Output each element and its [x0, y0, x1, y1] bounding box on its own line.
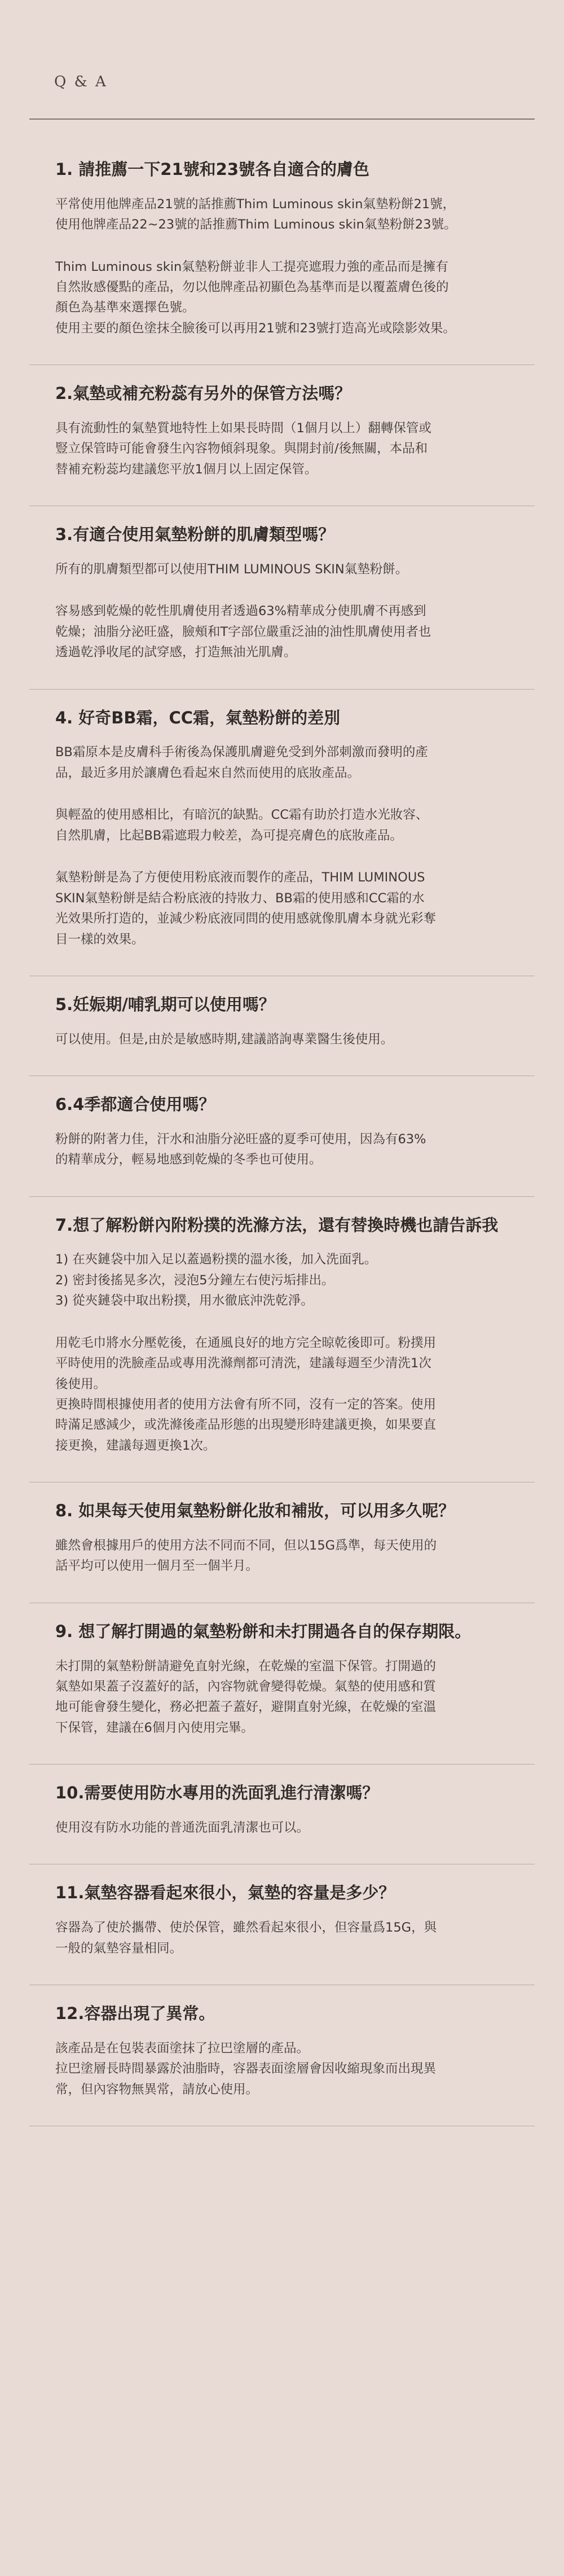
paragraph-gap	[55, 783, 509, 805]
faq-answer-line: 容器為了使於攜帶、使於保管，雖然看起來很小，但容量爲15G，與	[55, 1920, 437, 1936]
faq-answer-line: 接更換，建議每週更換1次。	[55, 1438, 216, 1453]
faq-answer-line: 時滿足感減少，或洗滌後產品形態的出現變形時建議更換，如果要直	[55, 1418, 437, 1433]
faq-item	[29, 690, 535, 976]
faq-answer-line: 豎立保管時可能會發生內容物傾斜現象。與開封前/後無關，本品和	[55, 441, 428, 457]
faq-answer-line: 所有的肌膚類型都可以使用THIM LUMINOUS SKIN氣墊粉餅。	[55, 562, 408, 577]
faq-list	[0, 141, 564, 2126]
faq-question: 5.妊娠期/哺乳期可以使用嗎？	[55, 994, 275, 1014]
faq-question: 11.氣墊容器看起來很小，氣墊的容量是多少？	[55, 1883, 395, 1903]
header-divider	[29, 119, 535, 120]
faq-item	[29, 1197, 535, 1483]
faq-answer-line: SKIN氣墊粉餅是結合粉底液的持妝力、BB霜的使用感和CC霜的水	[55, 890, 425, 906]
faq-item	[29, 506, 535, 689]
faq-question: 1. 請推薦一下21號和23號各自適合的膚色	[55, 160, 370, 179]
faq-answer	[55, 1129, 509, 1170]
faq-question: 7.想了解粉餅內附粉撲的洗滌方法，還有替換時機也請告訴我	[55, 1215, 499, 1235]
faq-answer-line: 2) 密封後搖晃多次，浸泡5分鐘左右使污垢排出。	[55, 1272, 334, 1288]
faq-answer-line: 粉餅的附著力佳，汗水和油脂分泌旺盛的夏季可使用，因為有63%	[55, 1131, 426, 1147]
faq-answer-line: 常，但內容物無異常，請放心使用。	[55, 2082, 259, 2097]
faq-item	[29, 1985, 535, 2126]
faq-item	[29, 976, 535, 1076]
faq-answer	[55, 559, 509, 663]
faq-answer-line: 透過乾淨收尾的試穿感，打造無油光肌膚。	[55, 645, 297, 660]
faq-answer-line: 與輕盈的使用感相比，有暗沉的缺點。CC霜有助於打造水光妝容、	[55, 808, 429, 823]
faq-answer-line: 3) 從夾鏈袋中取出粉撲，用水徹底沖洗乾淨。	[55, 1293, 314, 1309]
qa-section-title: Q & A	[54, 73, 108, 90]
faq-answer-line: 拉巴塗層長時間暴露於油脂時，容器表面塗層會因收縮現象而出現異	[55, 2061, 437, 2077]
faq-answer-line: 1) 在夾鏈袋中加入足以蓋過粉撲的溫水後，加入洗面乳。	[55, 1252, 377, 1267]
faq-question: 8. 如果每天使用氣墊粉餅化妝和補妝，可以用多久呢？	[55, 1501, 455, 1521]
faq-answer	[55, 1917, 509, 1959]
faq-item	[29, 1482, 535, 1603]
faq-answer-line: 自然妝感優點的產品，勿以他牌產品初顯色為基準而是以覆蓋膚色後的	[55, 280, 449, 295]
paragraph-gap	[55, 1311, 509, 1333]
faq-answer-line: 自然肌膚，比起BB霜遮瑕力較差，為可提亮膚色的底妝產品。	[55, 828, 403, 843]
faq-answer-line: 一般的氣墊容量相同。	[55, 1941, 183, 1956]
faq-answer-line: 平常使用他牌產品21號的話推薦Thim Luminous skin氣墊粉餅21號，	[55, 196, 456, 212]
faq-question: 6.4季都適合使用嗎？	[55, 1095, 215, 1114]
faq-answer-line: 地可能會發生變化，務必把蓋子蓋好，避開直射光線，在乾燥的室溫	[55, 1700, 437, 1715]
faq-item	[29, 365, 535, 506]
faq-answer-line: 雖然會根據用戶的使用方法不同而不同，但以15G爲準，每天使用的	[55, 1538, 437, 1553]
faq-answer-line: 更換時間根據使用者的使用方法會有所不同，沒有一定的答案。使用	[55, 1397, 437, 1412]
faq-answer-line: 下保管，建議在6個月內使用完畢。	[55, 1720, 254, 1735]
paragraph-gap	[55, 846, 509, 867]
faq-answer	[55, 418, 509, 480]
faq-answer-line: 平時使用的洗臉產品或專用洗滌劑都可清洗，建議每週至少清洗1次	[55, 1356, 431, 1371]
faq-answer-line: 未打開的氣墊粉餅請避免直射光線，在乾燥的室溫下保管。打開過的	[55, 1658, 437, 1674]
faq-answer-line: 容易感到乾燥的乾性肌膚使用者透過63%精華成分使肌膚不再感到	[55, 604, 426, 619]
faq-question: 9. 想了解打開過的氣墊粉餅和未打開過各自的保存期限。	[55, 1621, 472, 1641]
faq-answer	[55, 1249, 509, 1456]
faq-answer-line: BB霜原本是皮膚科手術後為保護肌膚避免受到外部刺激而發明的產	[55, 745, 428, 760]
faq-answer-line: 該產品是在包裝表面塗抹了拉巴塗層的產品。	[55, 2040, 310, 2056]
faq-answer-line: 乾燥；油脂分泌旺盛，臉頰和T字部位嚴重泛油的油性肌膚使用者也	[55, 624, 431, 639]
faq-answer-line: 氣墊粉餅是為了方便使用粉底液而製作的產品，THIM LUMINOUS	[55, 870, 425, 885]
faq-item	[29, 141, 535, 365]
faq-answer	[55, 1029, 509, 1050]
faq-answer-line: 的精華成分，輕易地感到乾燥的冬季也可使用。	[55, 1152, 322, 1168]
faq-item	[29, 1864, 535, 1985]
faq-answer	[55, 2038, 509, 2100]
faq-answer-line: 後使用。	[55, 1376, 107, 1392]
faq-answer	[55, 1818, 509, 1838]
faq-question: 3.有適合使用氣墊粉餅的肌膚類型嗎？	[55, 525, 335, 545]
faq-answer-line: 氣墊如果蓋子沒蓋好的話，內容物就會變得乾燥。氣墊的使用感和質	[55, 1679, 437, 1694]
faq-answer-line: 話平均可以使用一個月至一個半月。	[55, 1559, 259, 1574]
faq-answer-line: 使用主要的顏色塗抹全臉後可以再用21號和23號打造高光或陰影效果。	[55, 321, 456, 336]
faq-answer-line: 品，最近多用於讓膚色看起來自然而使用的底妝產品。	[55, 765, 360, 780]
paragraph-gap	[55, 235, 509, 257]
faq-question: 4. 好奇BB霜，CC霜，氣墊粉餅的差別	[55, 708, 341, 727]
faq-answer-line: 光效果所打造的，並減少粉底液同問的使用感就像肌膚本身就光彩奪	[55, 911, 437, 927]
faq-item	[29, 1765, 535, 1864]
faq-answer	[55, 1535, 509, 1577]
faq-question: 2.氣墊或補充粉蕊有另外的保管方法嗎？	[55, 384, 351, 403]
faq-answer-line: 顏色為基準來選擇色號。	[55, 300, 195, 315]
faq-item	[29, 1603, 535, 1765]
faq-answer	[55, 194, 509, 339]
faq-question: 10.需要使用防水專用的洗面乳進行清潔嗎？	[55, 1783, 379, 1803]
faq-answer-line: Thim Luminous skin氣墊粉餅並非人工提亮遮瑕力強的產品而是擁有	[55, 259, 448, 274]
faq-answer	[55, 1656, 509, 1739]
faq-answer-line: 替補充粉蕊均建議您平放1個月以上固定保管。	[55, 462, 318, 477]
faq-answer-line: 可以使用。但是,由於是敏感時期,建議諮詢專業醫生後使用。	[55, 1032, 394, 1047]
faq-answer	[55, 742, 509, 950]
faq-question: 12.容器出現了異常。	[55, 2003, 215, 2023]
faq-answer-line: 使用他牌產品22~23號的話推薦Thim Luminous skin氣墊粉餅23號。	[55, 217, 457, 232]
faq-answer-line: 用乾毛巾將水分壓乾後，在通風良好的地方完全晾乾後即可。粉撲用	[55, 1335, 437, 1350]
faq-answer-line: 使用沒有防水功能的普通洗面乳清潔也可以。	[55, 1820, 310, 1835]
faq-answer-line: 目一樣的效果。	[55, 932, 144, 947]
paragraph-gap	[55, 580, 509, 601]
faq-answer-line: 具有流動性的氣墊質地特性上如果長時間（1個月以上）翻轉保管或	[55, 421, 431, 436]
faq-item	[29, 1076, 535, 1197]
